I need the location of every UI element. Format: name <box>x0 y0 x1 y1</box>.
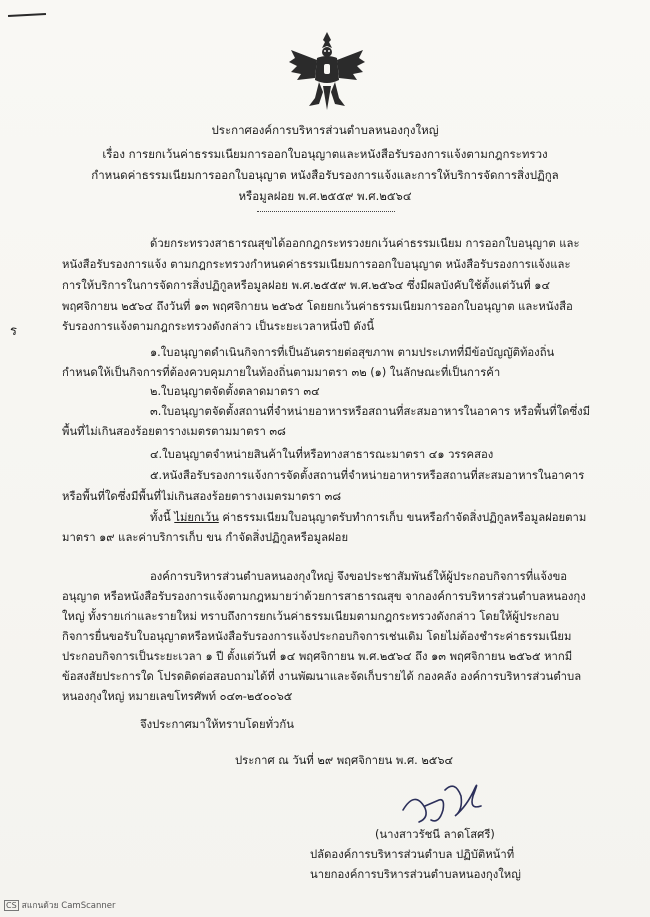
scanner-watermark <box>4 898 115 912</box>
para-line: อนุญาต หรือหนังสือรับรองการแจ้งตามกฎหมายว่าด้วยการสาธารณสุข จากองค์การบริหารส่วนตำบลหนองกุง <box>62 590 586 603</box>
para-line: ประกอบกิจการเป็นระยะเวลา ๑ ปี ตั้งแต่วันที่ ๑๔ พฤศจิกายน พ.ศ.๒๕๖๔ ถึง ๑๓ พฤศจิกายน ๒๕๖๕ หากมี <box>62 650 573 663</box>
para-line: ข้อสงสัยประการใด โปรดติดต่อสอบถามได้ที่ งานพัฒนาและจัดเก็บรายได้ กองคลัง องค์การบริหารส่วนตำบล <box>62 670 582 683</box>
item-3-line-2: พื้นที่ไม่เกินสองร้อยตารางเมตรตามมาตรา ๓๘ <box>62 425 286 438</box>
header-line-3: กำหนดค่าธรรมเนียมการออกใบอนุญาต หนังสือรับรองการแจ้งและการให้บริการจัดการสิ่งปฏิกูล <box>91 168 559 182</box>
para-line: ใหญ่ ทั้งรายเก่าและรายใหม่ ทราบถึงการยกเว้นค่าธรรมเนียมตามกฎกระทรวงดังกล่าว โดยให้ผู้ประกอบ <box>62 610 560 623</box>
item-2: ๒.ใบอนุญาตจัดตั้งตลาดมาตรา ๓๔ <box>150 385 320 398</box>
para-line: องค์การบริหารส่วนตำบลหนองกุงใหญ่ จึงขอประชาสัมพันธ์ให้ผู้ประกอบกิจการที่แจ้งขอ <box>150 570 568 583</box>
exception-line-1 <box>150 509 586 527</box>
margin-handwritten-mark: ร <box>10 324 17 339</box>
body-line: ด้วยกระทรวงสาธารณสุขได้ออกกฎกระทรวงยกเว้นค่าธรรมเนียม การออกใบอนุญาต และ <box>150 237 580 250</box>
garuda-emblem-icon <box>287 28 367 112</box>
body-line: รับรองการแจ้งตามกฎกระทรวงดังกล่าว เป็นระยะเวลาหนึ่งปี ดังนี้ <box>62 320 375 333</box>
scanner-text: สแกนด้วย CamScanner <box>21 901 116 911</box>
scan-mark-line <box>8 13 46 17</box>
signatory-title-1: ปลัดองค์การบริหารส่วนตำบล ปฏิบัติหน้าที่ <box>310 848 515 861</box>
item-1-line-2: กำหนดให้เป็นกิจการที่ต้องควบคุมภายในท้องถิ่นตามมาตรา ๓๒ (๑) ในลักษณะที่เป็นการค้า <box>62 366 501 379</box>
header-line-1: ประกาศองค์การบริหารส่วนตำบลหนองกุงใหญ่ <box>211 123 439 137</box>
closing-line: จึงประกาศมาให้ทราบโดยทั่วกัน <box>140 718 294 731</box>
para-line: หนองกุงใหญ่ หมายเลขโทรศัพท์ ๐๔๓-๒๕๐๐๖๕ <box>62 690 293 703</box>
item-5-line-1: ๕.หนังสือรับรองการแจ้งการจัดตั้งสถานที่จำหน่ายอาหารหรือสถานที่สะสมอาหารในอาคาร <box>150 469 585 482</box>
header-line-2: เรื่อง การยกเว้นค่าธรรมเนียมการออกใบอนุญาตและหนังสือรับรองการแจ้งตามกฎกระทรวง <box>102 147 548 161</box>
exception-not-exempt: ไม่ยกเว้น <box>174 511 219 524</box>
exception-rest: ค่าธรรมเนียมใบอนุญาตรับทำการเก็บ ขนหรือกำจัดสิ่งปฏิกูลหรือมูลฝอยตาม <box>222 511 587 524</box>
para-line: กิจการยื่นขอรับใบอนุญาตหรือหนังสือรับรองการแจ้งประกอบกิจการเช่นเดิม โดยไม่ต้องชำระค่าธรรมเนียม <box>62 630 572 643</box>
announcement-date: ประกาศ ณ วันที่ ๒๙ พฤศจิกายน พ.ศ. ๒๕๖๔ <box>235 754 454 767</box>
body-line: พฤศจิกายน ๒๕๖๔ ถึงวันที่ ๑๓ พฤศจิกายน ๒๕๖๕ โดยยกเว้นค่าธรรมเนียมการออกใบอนุญาต และหนังสือ <box>62 300 573 313</box>
exception-prefix: ทั้งนี้ <box>150 511 171 524</box>
dotted-divider <box>257 211 395 212</box>
item-5-line-2: หรือพื้นที่ใดซึ่งมีพื้นที่ไม่เกินสองร้อยตารางเมตรมาตรา ๓๘ <box>62 490 342 503</box>
header-line-4: หรือมูลฝอย พ.ศ.๒๕๕๙ พ.ศ.๒๕๖๔ <box>238 189 412 203</box>
signatory-title-2: นายกองค์การบริหารส่วนตำบลหนองกุงใหญ่ <box>310 868 521 881</box>
item-1-line-1: ๑.ใบอนุญาตดำเนินกิจการที่เป็นอันตรายต่อสุขภาพ ตามประเภทที่มีข้อบัญญัติท้องถิ่น <box>150 346 555 359</box>
body-line: การให้บริการในการจัดการสิ่งปฏิกูลหรือมูลฝอย พ.ศ.๒๕๕๙ พ.ศ.๒๕๖๔ ซึ่งมีผลบังคับใช้ตั้งแต่วันที่ ๑๔ <box>62 279 550 292</box>
signatory-name: (นางสาวรัชนี ลาดโสศรี) <box>375 828 495 841</box>
item-4: ๔.ใบอนุญาตจำหน่ายสินค้าในที่หรือทางสาธารณะมาตรา ๔๑ วรรคสอง <box>150 448 494 461</box>
camscanner-logo-icon: CS <box>6 901 17 910</box>
item-3-line-1: ๓.ใบอนุญาตจัดตั้งสถานที่จำหน่ายอาหารหรือสถานที่สะสมอาหารในอาคาร หรือพื้นที่ใดซึ่งมี <box>150 405 591 418</box>
body-line: หนังสือรับรองการแจ้ง ตามกฎกระทรวงกำหนดค่าธรรมเนียมการออกใบอนุญาต หนังสือรับรองการแจ้งและ <box>62 258 571 271</box>
exception-line-2: มาตรา ๑๙ และค่าบริการเก็บ ขน กำจัดสิ่งปฏิกูลหรือมูลฝอย <box>62 531 349 544</box>
